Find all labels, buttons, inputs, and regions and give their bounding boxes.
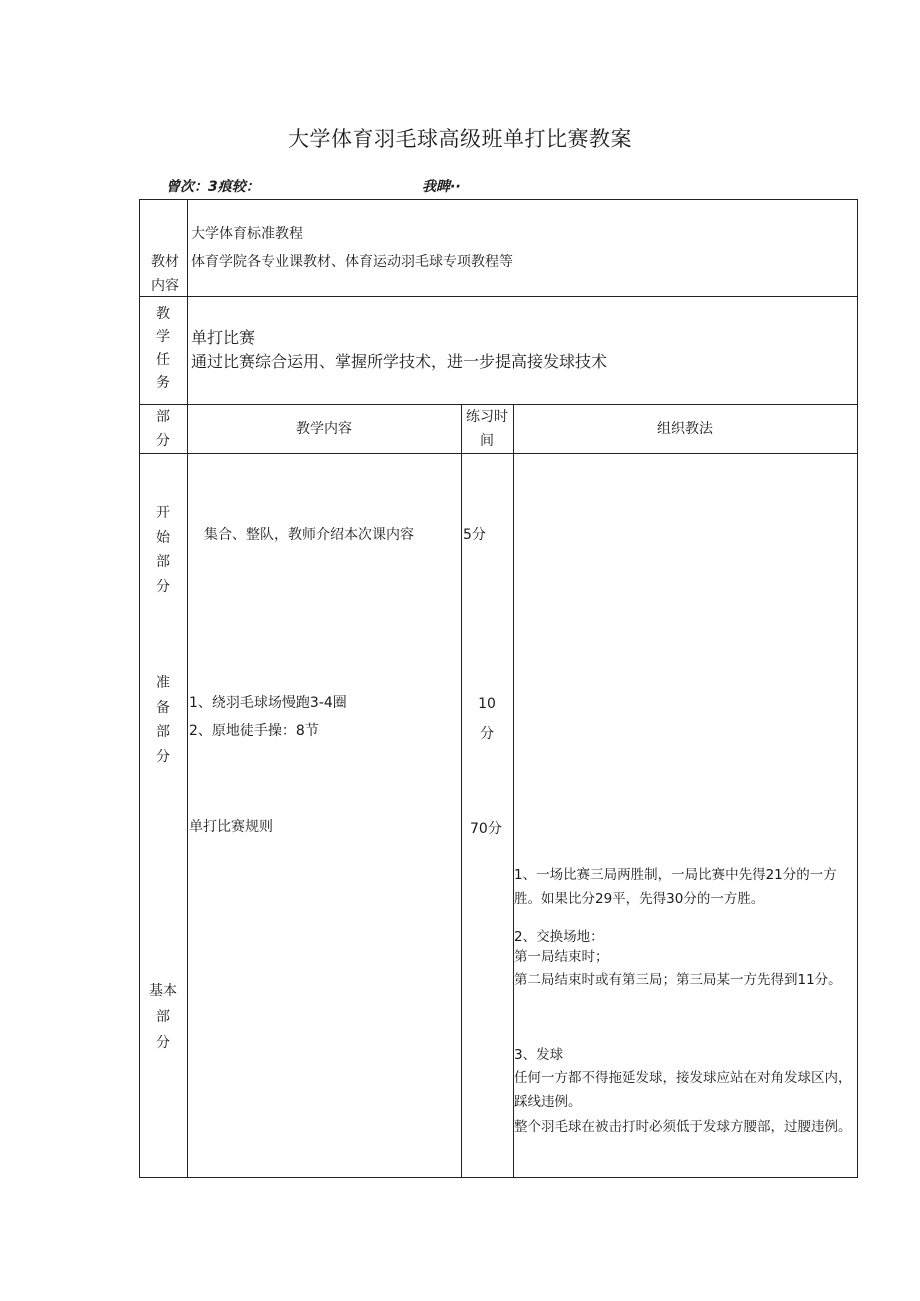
method-rule-2-title: 2、交换场地： (514, 929, 604, 945)
header-part-char1: 部 (156, 409, 170, 425)
prep-content-line2: 2、原地徒手操：8节 (189, 723, 319, 739)
header-part-char2: 分 (156, 433, 170, 449)
task-label-char2: 学 (156, 329, 170, 345)
task-label-char1: 教 (156, 306, 170, 322)
start-label-char3: 部 (156, 554, 170, 570)
prep-time (461, 689, 513, 749)
textbook-line2: 体育学院各专业课教材、体育运动羽毛球专项教程等 (191, 254, 513, 270)
basic-label-line3: 分 (156, 1035, 170, 1051)
start-label (139, 501, 187, 599)
prep-label-char1: 准 (156, 675, 170, 691)
textbook-label-line1: 教材 (151, 254, 179, 270)
header-part (139, 405, 187, 453)
basic-content: 单打比赛规则 (189, 819, 273, 835)
textbook-label-line2: 内容 (151, 278, 179, 294)
session-info: 曾次：3痕较： (166, 179, 260, 195)
header-method: 组织教法 (657, 421, 713, 437)
start-label-char2: 始 (156, 529, 170, 546)
header-time-line2: 间 (480, 433, 494, 449)
prep-content-line1: 1、绕羽毛球场慢跑3-4圈 (189, 695, 347, 711)
prep-label-char2: 备 (156, 699, 170, 716)
prep-time-line1: 10 (478, 696, 496, 712)
basic-label-line2: 部 (156, 1009, 170, 1025)
task-line1: 单打比赛 (191, 328, 256, 347)
prep-label-char4: 分 (156, 748, 170, 765)
task-line2: 通过比赛综合运用、掌握所学技术，进一步提高接发球技术 (191, 352, 608, 371)
method-rule-3-b: 整个羽毛球在被击打时必须低于发球方腰部，过腰违例。 (514, 1119, 852, 1135)
header-content: 教学内容 (296, 421, 352, 437)
start-label-char4: 分 (156, 578, 170, 595)
teacher-info: 我睥·· (422, 179, 461, 195)
method-rule-2-b: 第二局结束时或有第三局；第三局某一方先得到11分。 (514, 972, 842, 988)
page-title: 大学体育羽毛球高级班单打比赛教案 (288, 127, 632, 151)
basic-label (139, 978, 187, 1056)
task-label-char3: 任 (156, 352, 170, 368)
basic-label-line1: 基本 (149, 983, 177, 999)
textbook-line1: 大学体育标准教程 (191, 226, 303, 242)
task-label-char4: 务 (156, 375, 170, 391)
method-rule-3-a: 任何一方都不得拖延发球，接发球应站在对角发球区内，踩线违例。 (514, 1070, 852, 1110)
task-label (139, 303, 187, 395)
header-time-line1: 练习时 (466, 409, 508, 425)
method-rule-3-title: 3、发球 (514, 1047, 564, 1063)
header-time (461, 405, 513, 453)
method-rule-1: 1、一场比赛三局两胜制，一局比赛中先得21分的一方胜。如果比分29平，先得30分的一方胜。 (514, 867, 837, 907)
start-time: 5分 (463, 527, 486, 543)
basic-time: 70分 (470, 821, 502, 837)
prep-time-line2: 分 (480, 726, 494, 742)
start-content: 集合、整队，教师介绍本次课内容 (204, 527, 414, 543)
method-rule-2-a: 第一局结束时； (514, 949, 609, 965)
prep-label-char3: 部 (156, 724, 170, 740)
start-label-char1: 开 (156, 505, 170, 521)
prep-label (139, 671, 187, 769)
